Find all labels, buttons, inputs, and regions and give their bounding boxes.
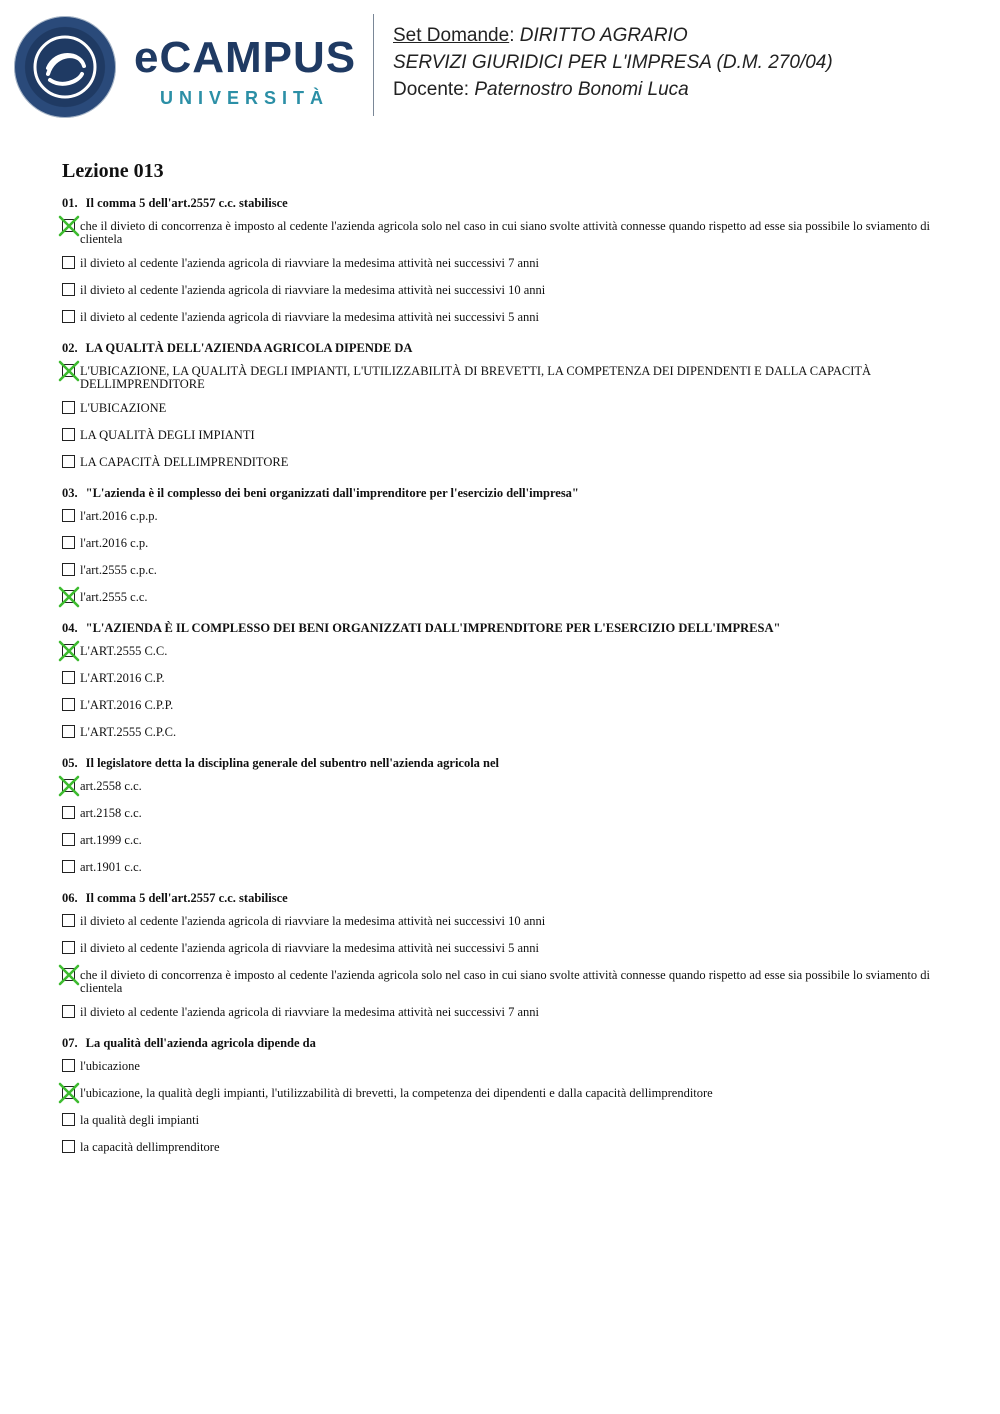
header-divider [373,14,374,116]
set-line: Set Domande: DIRITTO AGRARIO [393,25,688,46]
answer-option[interactable] [62,1006,932,1022]
question-text [62,195,932,211]
answer-option[interactable] [62,564,932,580]
answer-checkbox[interactable] [62,283,75,296]
course-name: SERVIZI GIURIDICI PER L'IMPRESA (D.M. 270/04) [393,52,833,73]
answer-option[interactable] [62,672,932,688]
answer-label: che il divieto di concorrenza è imposto al cedente l'azienda agricola solo nel caso in cui siano svolte attività connesse quando rispetto ad esse sia possibile lo sviamento di clientela [80,219,930,246]
answer-option[interactable] [62,591,932,607]
question-block [62,195,932,327]
answer-checkbox[interactable] [62,536,75,549]
answer-label: l'art.2016 c.p. [80,536,149,550]
answer-checkbox[interactable] [62,1005,75,1018]
answer-label: l'ubicazione [80,1059,140,1073]
answer-label: L'UBICAZIONE [80,401,167,415]
question-prompt: La qualità dell'azienda agricola dipende da [85,1036,316,1050]
green-check-mark-icon [58,775,80,797]
green-check-mark-icon [58,360,80,382]
answer-checkbox[interactable] [62,941,75,954]
answer-label: che il divieto di concorrenza è imposto al cedente l'azienda agricola solo nel caso in cui siano svolte attività connesse quando rispetto ad esse sia possibile lo sviamento di clientela [80,968,930,995]
answer-checkbox[interactable] [62,1140,75,1153]
question-prompt: "L'AZIENDA È IL COMPLESSO DEI BENI ORGANIZZATI DALL'IMPRENDITORE PER L'ESERCIZIO DELL'IMPRESA" [85,621,781,635]
answer-label: art.1999 c.c. [80,833,142,847]
logo-wordmark: eCAMPUS [134,33,357,82]
answer-label: la capacità dellimprenditore [80,1140,220,1154]
answer-option[interactable] [62,1087,932,1103]
answer-option[interactable] [62,537,932,553]
answer-label: il divieto al cedente l'azienda agricola di riavviare la medesima attività nei successivi 7 anni [80,256,540,270]
answer-checkbox[interactable] [62,1113,75,1126]
answer-checkbox[interactable] [62,401,75,414]
question-block [62,620,932,742]
answer-checkbox[interactable] [62,698,75,711]
answer-label: l'ubicazione, la qualità degli impianti, l'utilizzabilità di brevetti, la competenza dei dipendenti e dalla capacità dellimprenditore [80,1086,713,1100]
answer-label: art.2558 c.c. [80,779,142,793]
answer-label: L'ART.2555 C.P.C. [80,725,177,739]
answer-option[interactable] [62,429,932,445]
lesson-title: Lezione 013 [62,160,164,182]
answer-option[interactable] [62,456,932,472]
answer-label: LA QUALITÀ DEGLI IMPIANTI [80,428,255,442]
quiz-content [62,160,932,1170]
question-list [62,195,932,1157]
answer-option[interactable] [62,365,932,391]
answer-option[interactable] [62,942,932,958]
set-value: DIRITTO AGRARIO [519,25,688,46]
logo-subtitle: UNIVERSITÀ [160,88,330,108]
answer-label: L'ART.2016 C.P. [80,671,165,685]
answer-option[interactable] [62,915,932,931]
answer-option[interactable] [62,257,932,273]
green-check-mark-icon [58,215,80,237]
teacher-name: Paternostro Bonomi Luca [474,79,689,100]
teacher-line [393,76,833,103]
answer-option[interactable] [62,1114,932,1130]
answer-option[interactable] [62,780,932,796]
answer-checkbox[interactable] [62,428,75,441]
answer-option[interactable] [62,402,932,418]
answer-label: la qualità degli impianti [80,1113,200,1127]
question-block [62,1035,932,1157]
answer-label: il divieto al cedente l'azienda agricola di riavviare la medesima attività nei successivi 5 anni [80,310,540,324]
question-number: 07. [62,1036,78,1050]
answer-checkbox[interactable] [62,455,75,468]
answer-option[interactable] [62,220,932,246]
answer-label: il divieto al cedente l'azienda agricola di riavviare la medesima attività nei successivi 10 anni [80,914,546,928]
question-text [62,485,932,501]
question-number: 06. [62,891,78,905]
ecampus-emblem-icon [14,16,116,118]
answer-option[interactable] [62,699,932,715]
green-check-mark-icon [58,964,80,986]
question-number: 02. [62,341,78,355]
question-text [62,1035,932,1051]
answer-checkbox[interactable] [62,671,75,684]
answer-option[interactable] [62,311,932,327]
page-header [0,0,1000,125]
question-number: 04. [62,621,78,635]
question-number: 01. [62,196,78,210]
answer-label: art.1901 c.c. [80,860,142,874]
answer-option[interactable] [62,510,932,526]
question-prompt: Il comma 5 dell'art.2557 c.c. stabilisce [85,891,288,905]
question-number: 05. [62,756,78,770]
green-check-mark-icon [58,1082,80,1104]
question-prompt: LA QUALITÀ DELL'AZIENDA AGRICOLA DIPENDE DA [85,341,413,355]
answer-checkbox[interactable] [62,509,75,522]
answer-checkbox[interactable] [62,563,75,576]
answer-option[interactable] [62,1141,932,1157]
set-label: Set Domande [393,25,510,46]
answer-label: il divieto al cedente l'azienda agricola di riavviare la medesima attività nei successivi 10 anni [80,283,546,297]
answer-option[interactable] [62,834,932,850]
answer-checkbox[interactable] [62,1059,75,1072]
question-prompt: Il legislatore detta la disciplina generale del subentro nell'azienda agricola nel [85,756,500,770]
green-check-mark-icon [58,586,80,608]
question-block [62,755,932,877]
answer-option[interactable] [62,807,932,823]
answer-checkbox[interactable] [62,310,75,323]
question-text [62,340,932,356]
answer-option[interactable] [62,861,932,877]
teacher-label: Docente: [393,79,470,100]
course-line [393,49,833,76]
answer-option[interactable] [62,969,932,995]
answer-checkbox[interactable] [62,833,75,846]
question-prompt: "L'azienda è il complesso dei beni organizzati dall'imprenditore per l'esercizio dell'impresa" [85,486,579,500]
answer-label: l'art.2016 c.p.p. [80,509,158,523]
answer-checkbox[interactable] [62,725,75,738]
question-block [62,340,932,472]
answer-option[interactable] [62,284,932,300]
question-number: 03. [62,486,78,500]
answer-label: il divieto al cedente l'azienda agricola di riavviare la medesima attività nei successivi 5 anni [80,941,540,955]
answer-label: art.2158 c.c. [80,806,142,820]
answer-checkbox[interactable] [62,256,75,269]
question-text [62,620,932,636]
question-prompt: Il comma 5 dell'art.2557 c.c. stabilisce [85,196,288,210]
question-block [62,485,932,607]
answer-checkbox[interactable] [62,914,75,927]
answer-label: LA CAPACITÀ DELLIMPRENDITORE [80,455,289,469]
green-check-mark-icon [58,640,80,662]
question-block [62,890,932,1022]
answer-label: L'UBICAZIONE, LA QUALITÀ DEGLI IMPIANTI, L'UTILIZZABILITÀ DI BREVETTI, LA COMPETENZA DEI DIPENDENTI E DALLA CAPACITÀ DELLIMPRENDITORE [80,364,872,391]
answer-checkbox[interactable] [62,860,75,873]
answer-option[interactable] [62,726,932,742]
answer-checkbox[interactable] [62,806,75,819]
answer-label: il divieto al cedente l'azienda agricola di riavviare la medesima attività nei successivi 7 anni [80,1005,540,1019]
question-text [62,755,932,771]
answer-label: l'art.2555 c.c. [80,590,148,604]
answer-option[interactable] [62,1060,932,1076]
answer-label: l'art.2555 c.p.c. [80,563,157,577]
answer-label: L'ART.2555 C.C. [80,644,168,658]
header-info [393,22,833,103]
answer-label: L'ART.2016 C.P.P. [80,698,174,712]
question-text [62,890,932,906]
answer-option[interactable] [62,645,932,661]
